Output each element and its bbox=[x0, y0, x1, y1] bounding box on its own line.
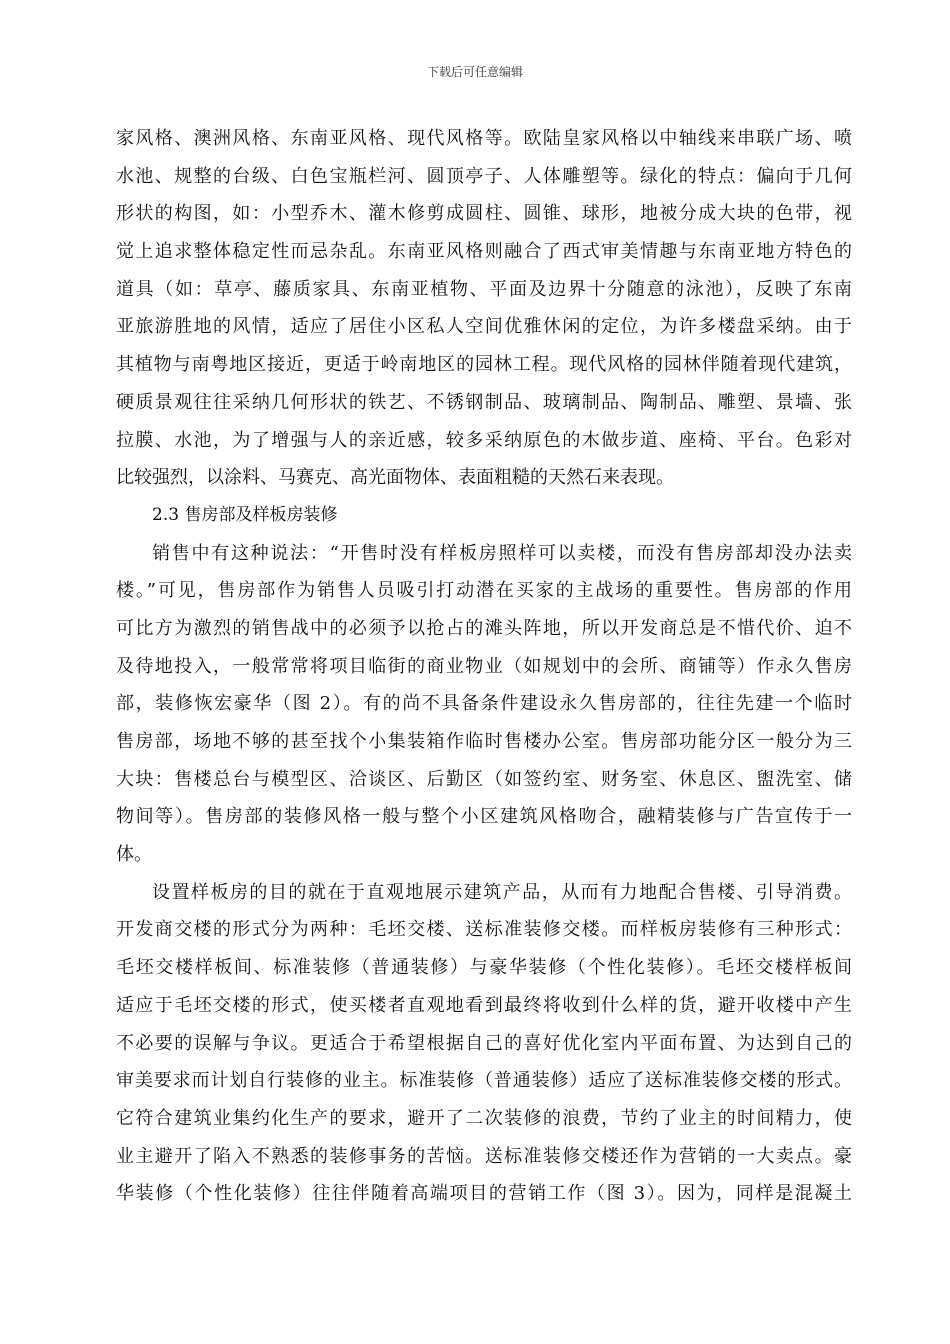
section-heading: 2.3 售房部及样板房装修 bbox=[152, 504, 338, 525]
text-line: 售房部，场地不够的甚至找个小集装箱作临时售楼办公室。售房部功能分区一般分为三 bbox=[116, 731, 852, 752]
text-line: 开发商交楼的形式分为两种：毛坯交楼、送标准装修交楼。而样板房装修有三种形式： bbox=[116, 919, 852, 941]
text-line: 其植物与南粤地区接近，更适于岭南地区的园林工程。现代风格的园林伴随着现代建筑， bbox=[116, 354, 852, 376]
text-line: 部，装修恢宏豪华（图 2）。有的尚不具备条件建设永久售房部的，往往先建一个临时 bbox=[116, 693, 852, 715]
text-line: 可比方为激烈的销售战中的必须予以抢占的滩头阵地，所以开发商总是不惜代价、迫不 bbox=[116, 617, 852, 639]
paragraph-model-house bbox=[116, 874, 852, 1213]
document-body bbox=[116, 120, 852, 1213]
paragraph-sales-office bbox=[116, 535, 852, 874]
text-line: 毛坯交楼样板间、标准装修（普通装修）与豪华装修（个性化装修）。毛坯交楼样板间 bbox=[116, 957, 852, 979]
text-line: 家风格、澳洲风格、东南亚风格、现代风格等。欧陆皇家风格以中轴线来串联广场、喷 bbox=[116, 128, 852, 149]
text-line: 比较强烈，以涂料、马赛克、高光面物体、表面粗糙的天然石来表现。 bbox=[116, 467, 674, 489]
text-line: 形状的构图，如：小型乔木、灌木修剪成圆柱、圆锥、球形，地被分成大块的色带，视 bbox=[116, 203, 852, 225]
text-line: 及待地投入，一般常常将项目临街的商业物业（如规划中的会所、商铺等）作永久售房 bbox=[116, 655, 852, 677]
text-line: 适应于毛坯交楼的形式，使买楼者直观地看到最终将收到什么样的货，避开收楼中产生 bbox=[116, 994, 852, 1016]
text-line: 亚旅游胜地的风情，适应了居住小区私人空间优雅休闲的定位，为许多楼盘采纳。由于 bbox=[116, 316, 852, 338]
text-line: 觉上追求整体稳定性而忌杂乱。东南亚风格则融合了西式审美情趣与东南亚地方特色的 bbox=[116, 241, 852, 263]
text-line: 硬质景观往往采纳几何形状的铁艺、不锈钢制品、玻璃制品、陶制品、雕塑、景墙、张 bbox=[116, 391, 852, 413]
paragraph-styles bbox=[116, 120, 852, 497]
text-line: 楼。”可见，售房部作为销售人员吸引打动潜在买家的主战场的重要性。售房部的作用 bbox=[116, 580, 852, 602]
text-line: 拉膜、水池，为了增强与人的亲近感，较多采纳原色的木做步道、座椅、平台。色彩对 bbox=[116, 429, 852, 451]
text-line: 不必要的误解与争议。更适合于希望根据自己的喜好优化室内平面布置、为达到自己的 bbox=[116, 1032, 852, 1054]
text-line: 华装修（个性化装修）往往伴随着高端项目的营销工作（图 3）。因为，同样是混凝土 bbox=[116, 1183, 852, 1205]
text-line: 设置样板房的目的就在于直观地展示建筑产品，从而有力地配合售楼、引导消费。 bbox=[152, 881, 852, 903]
text-line: 它符合建筑业集约化生产的要求，避开了二次装修的浪费，节约了业主的时间精力，使 bbox=[116, 1107, 852, 1129]
text-line: 大块：售楼总台与模型区、洽谈区、后勤区（如签约室、财务室、休息区、盥洗室、储 bbox=[116, 768, 852, 790]
page-header: 下载后可任意编辑 bbox=[426, 65, 523, 79]
text-line: 销售中有这种说法：“开售时没有样板房照样可以卖楼，而没有售房部却没办法卖 bbox=[152, 542, 852, 564]
text-line: 水池、规整的台级、白色宝瓶栏河、圆顶亭子、人体雕塑等。绿化的特点：偏向于几何 bbox=[116, 165, 852, 187]
text-line: 审美要求而计划自行装修的业主。标准装修（普通装修）适应了送标准装修交楼的形式。 bbox=[116, 1070, 852, 1092]
text-line: 物间等）。售房部的装修风格一般与整个小区建筑风格吻合，融精装修与广告宣传于一 bbox=[116, 806, 852, 828]
text-line: 体。 bbox=[116, 844, 152, 866]
text-line: 业主避开了陷入不熟悉的装修事务的苦恼。送标准装修交楼还作为营销的一大卖点。豪 bbox=[116, 1145, 852, 1167]
text-line: 道具（如：草亭、藤质家具、东南亚植物、平面及边界十分随意的泳池），反映了东南 bbox=[116, 278, 852, 300]
